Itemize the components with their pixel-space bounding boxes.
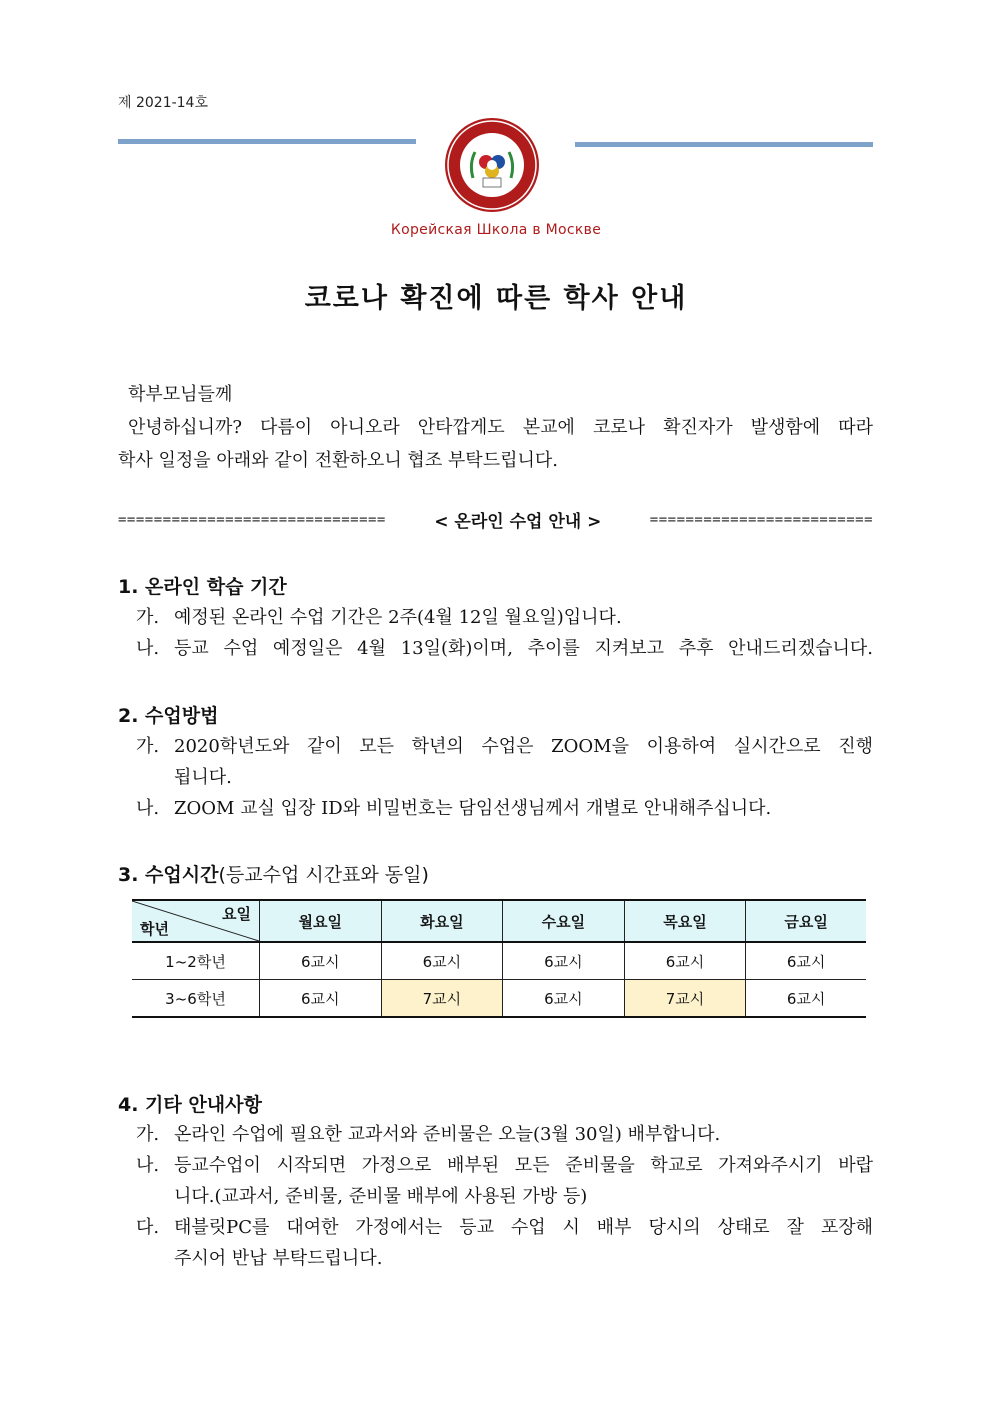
- item-mark: 가.: [136, 1124, 160, 1145]
- table-cell: 6교시: [746, 980, 866, 1018]
- table-cell: 6교시: [503, 942, 625, 980]
- table-cell: 6교시: [260, 980, 382, 1018]
- item-text: 예정된 온라인 수업 기간은 2주(4월 12일 월요일)입니다.: [174, 607, 622, 628]
- divider-right: =========================: [649, 511, 873, 528]
- list-item: [136, 633, 873, 664]
- section-divider: [118, 507, 873, 532]
- item-text: 2020학년도와 같이 모든 학년의 수업은 ZOOM을 이용하여 실시간으로 진행: [174, 736, 873, 757]
- column-header: 금요일: [746, 900, 866, 942]
- intro-line-1: 안녕하십니까? 다름이 아니오라 안타깝게도 본교에 코로나 확진자가 발생함에 따라: [128, 417, 873, 438]
- item-mark: 다.: [136, 1217, 160, 1238]
- table-cell: 6교시: [260, 942, 382, 980]
- list-item: [136, 793, 873, 824]
- corner-label-day: 요일: [222, 905, 251, 923]
- list-item: [136, 1150, 873, 1212]
- row-header-grade: 1~2학년: [132, 942, 260, 980]
- section-1-heading: 1. 온라인 학습 기간: [118, 576, 287, 598]
- section-2-items: [136, 731, 873, 824]
- school-seal-logo: [443, 116, 541, 214]
- column-header: 화요일: [381, 900, 503, 942]
- table-row: [132, 942, 866, 980]
- section-3-heading: [118, 860, 429, 887]
- row-header-grade: 3~6학년: [132, 980, 260, 1018]
- item-mark: 가.: [136, 736, 160, 757]
- class-schedule-table: [132, 899, 866, 1018]
- document-number: 제 2021-14호: [118, 95, 208, 111]
- table-row: [132, 980, 866, 1018]
- list-item: [136, 1119, 873, 1150]
- divider-left: ==============================: [118, 511, 386, 528]
- section-4-heading: 4. 기타 안내사항: [118, 1094, 262, 1116]
- column-header: 수요일: [503, 900, 625, 942]
- table-cell: 6교시: [624, 942, 746, 980]
- table-cell: 6교시: [503, 980, 625, 1018]
- table-cell-highlighted: 7교시: [381, 980, 503, 1018]
- column-header: 목요일: [624, 900, 746, 942]
- list-item: [136, 602, 873, 633]
- item-text: 등교수업이 시작되면 가정으로 배부된 모든 준비물을 학교로 가져와주시기 바랍: [174, 1155, 873, 1176]
- page-title: 코로나 확진에 따른 학사 안내: [304, 283, 688, 314]
- section-2-heading: 2. 수업방법: [118, 705, 219, 727]
- item-text-cont: 니다.(교과서, 준비물, 준비물 배부에 사용된 가방 등): [174, 1186, 588, 1207]
- table-corner-cell: [132, 900, 260, 942]
- table-cell-highlighted: 7교시: [624, 980, 746, 1018]
- item-text: 태블릿PC를 대여한 가정에서는 등교 수업 시 배부 당시의 상태로 잘 포장해: [174, 1217, 873, 1238]
- item-text: 등교 수업 예정일은 4월 13일(화)이며, 추이를 지켜보고 추후 안내드리겠습니다.: [174, 638, 873, 659]
- greeting: 학부모님들께: [128, 384, 233, 405]
- item-text-cont: 됩니다.: [174, 767, 232, 788]
- item-mark: 가.: [136, 607, 160, 628]
- list-item: [136, 1212, 873, 1274]
- item-text-cont: 주시어 반납 부탁드립니다.: [174, 1248, 383, 1269]
- item-mark: 나.: [136, 1155, 160, 1176]
- item-text: 온라인 수업에 필요한 교과서와 준비물은 오늘(3월 30일) 배부합니다.: [174, 1124, 721, 1145]
- item-text: ZOOM 교실 입장 ID와 비밀번호는 담임선생님께서 개별로 안내해주십니다.: [174, 798, 772, 819]
- table-cell: 6교시: [746, 942, 866, 980]
- table-cell: 6교시: [381, 942, 503, 980]
- item-mark: 나.: [136, 798, 160, 819]
- header-rule-right: [575, 142, 873, 147]
- table-header-row: [132, 900, 866, 942]
- section-1-items: [136, 602, 873, 664]
- list-item: [136, 731, 873, 793]
- section-4-items: [136, 1119, 873, 1274]
- column-header: 월요일: [260, 900, 382, 942]
- divider-label: < 온라인 수업 안내 >: [434, 512, 602, 532]
- corner-label-grade: 학년: [140, 920, 169, 938]
- header-rule-left: [118, 139, 416, 144]
- section-3-heading-bold: 3. 수업시간: [118, 864, 219, 886]
- section-3-heading-note: (등교수업 시간표와 동일): [218, 864, 429, 886]
- school-name-russian: Корейская Школа в Москве: [390, 222, 602, 238]
- intro-block: [118, 378, 873, 477]
- intro-line-2: 학사 일정을 아래와 같이 전환하오니 협조 부탁드립니다.: [118, 450, 558, 471]
- item-mark: 나.: [136, 638, 160, 659]
